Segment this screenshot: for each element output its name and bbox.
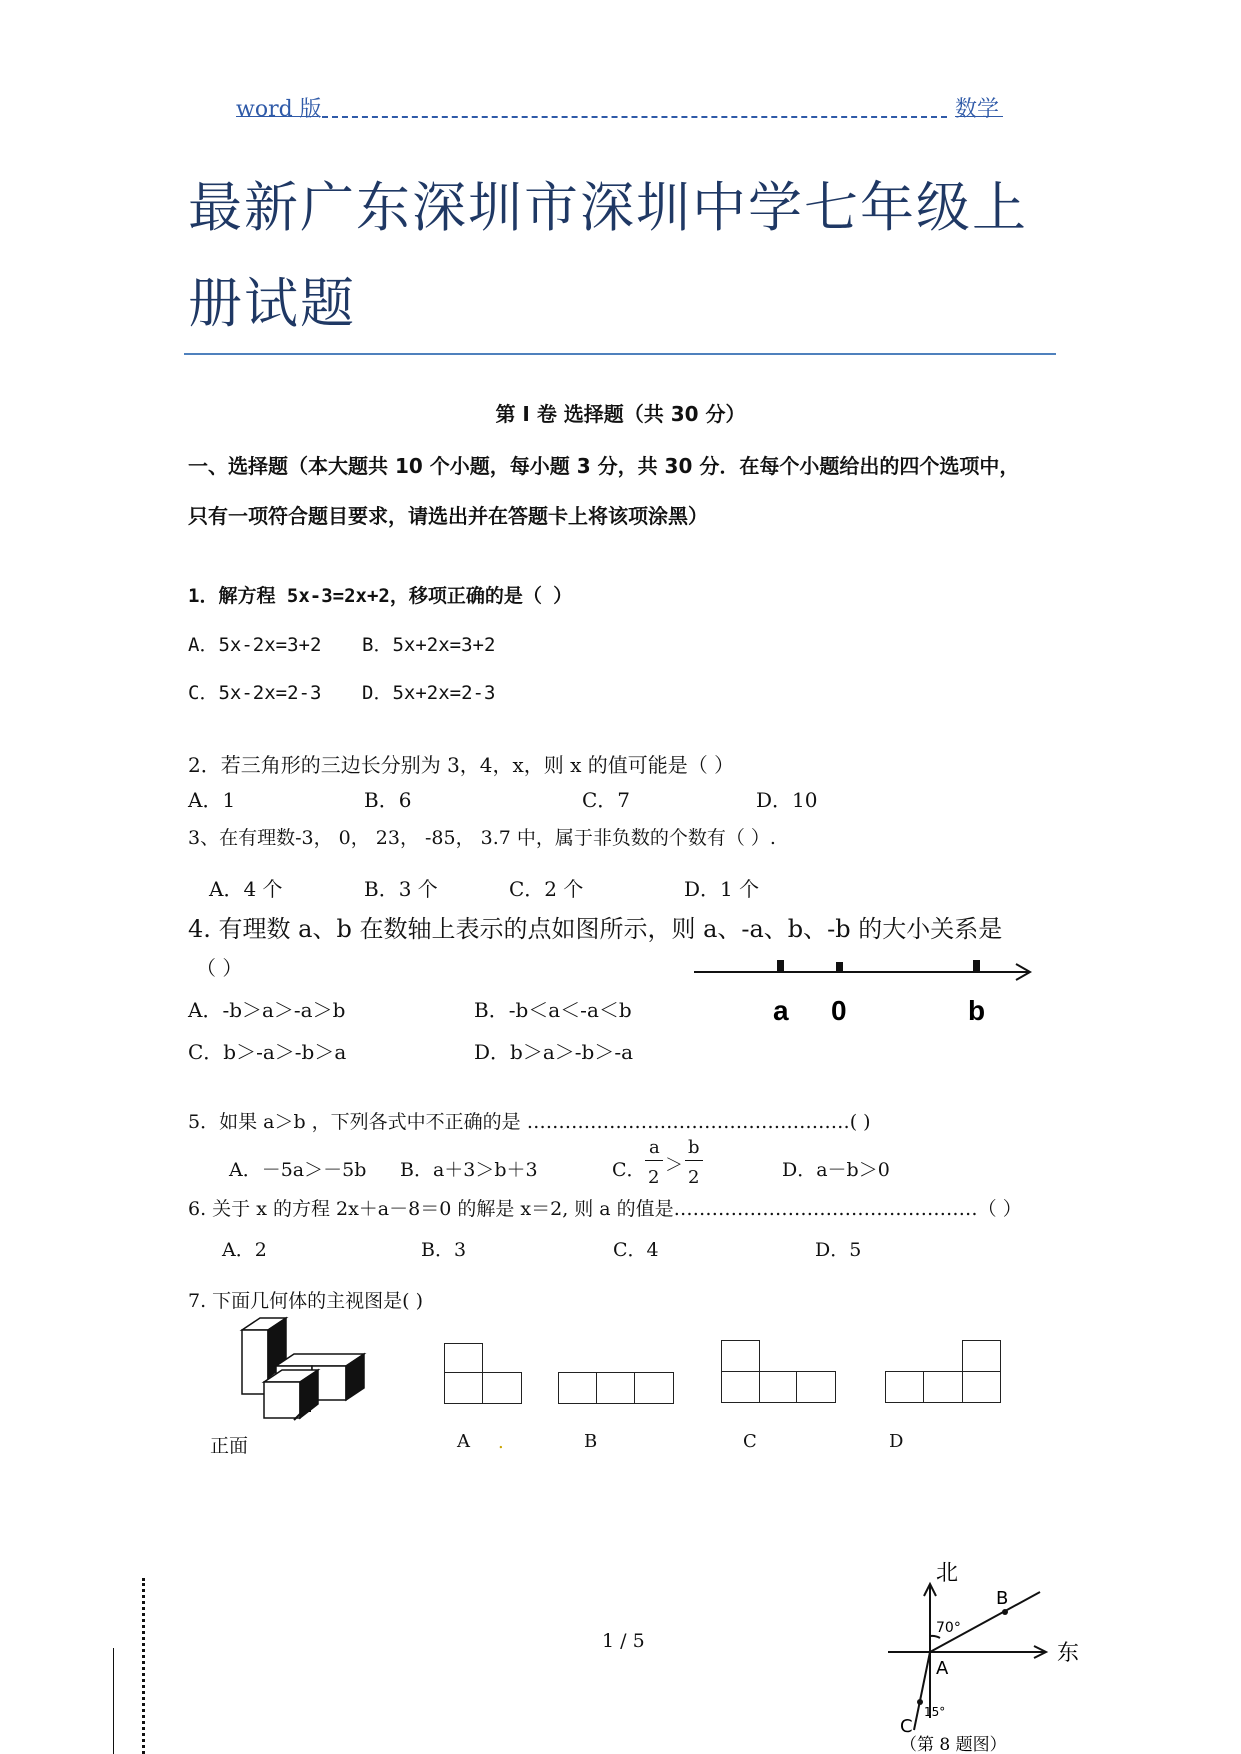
q2-option-d: D．10 [756,788,818,812]
label-a: a [773,995,789,1026]
view-c-3 [796,1371,836,1403]
frac-num-b: b [688,1137,700,1158]
q5-fraction [645,1137,725,1197]
view-b-2 [596,1372,635,1404]
q2-option-a: A．1 [188,788,236,812]
q7-stem: 7. 下面几何体的主视图是( ) [188,1290,424,1312]
q3-option-d: D．1 个 [684,877,760,901]
q4-option-a: A．-b＞a＞-a＞b [188,998,346,1022]
q6-stem: 6. 关于 x 的方程 2x＋a－8＝0 的解是 x＝2, 则 a 的值是…………………………………………（ ） [188,1198,1022,1220]
label-a: A [936,1658,949,1679]
view-b-3 [634,1372,674,1404]
label-zero: 0 [831,995,847,1026]
label-east: 东 [1057,1641,1080,1666]
label-c: C [900,1716,913,1737]
label-angle-c: 15° [924,1705,946,1719]
q3-option-b: B．3 个 [364,877,438,901]
frac-op: ＞ [665,1155,683,1176]
q1-stem: 1．解方程 5x-3=2x+2，移项正确的是（ ） [188,585,573,607]
q1-option-b: B．5x+2x=3+2 [362,634,496,656]
q7-label-c: C [743,1431,757,1452]
tick-a [777,960,784,972]
q6-option-d: D．5 [815,1239,862,1261]
q4-option-b: B．-b＜a＜-a＜b [474,998,632,1022]
view-c-top [721,1340,760,1372]
view-c-2 [759,1371,797,1403]
header-underline-right [955,116,1003,117]
frac-bar-b [685,1160,703,1161]
q4-paren: （ ） [196,956,243,980]
view-d-2 [923,1371,963,1403]
q6-option-c: C．4 [613,1239,659,1261]
q7-solid-figure [234,1316,376,1422]
binding-dotted-line [142,1578,145,1754]
q7-label-a: A [457,1431,470,1452]
q3-option-c: C．2 个 [509,877,584,901]
q2-option-b: B．6 [364,788,412,812]
q6-option-a: A．2 [222,1239,267,1261]
label-angle-b: 70° [936,1620,961,1636]
binding-solid-line [113,1648,114,1754]
title-line-1: 最新广东深圳市深圳中学七年级上 [188,176,1028,239]
view-d-3 [962,1371,1001,1403]
view-a-bottom-1 [444,1372,483,1404]
frac-num-a: a [649,1137,660,1158]
q5-option-c: C． [612,1159,646,1181]
q2-stem: 2．若三角形的三边长分别为 3，4，x，则 x 的值可能是（ ） [188,753,735,777]
q1-option-c: C．5x-2x=2-3 [188,682,322,704]
frac-bar-a [645,1160,663,1161]
document-title [188,160,1068,352]
view-c-1 [721,1371,760,1403]
q6-option-b: B．3 [421,1239,467,1261]
q5-option-d: D．a－b＞0 [782,1159,890,1181]
frac-den-b: 2 [688,1167,700,1188]
instructions-line-2: 只有一项符合题目要求，请选出并在答题卡上将该项涂黑） [188,504,708,528]
number-line-figure [690,950,1040,1040]
q1-option-d: D．5x+2x=2-3 [362,682,496,704]
label-b: b [968,995,986,1026]
view-d-1 [885,1371,924,1403]
header-left-text: word 版 [236,97,322,122]
q1-option-a: A．5x-2x=3+2 [188,634,322,656]
view-d-top [962,1340,1001,1372]
q7-label-dot: . [498,1432,504,1453]
section-heading: 第 I 卷 选择题（共 30 分） [495,402,746,426]
view-a-top [444,1343,483,1373]
solid-front-block [264,1382,300,1418]
mask [690,1020,890,1024]
header-underline-left [236,116,318,117]
tick-b [973,960,980,972]
q5-stem: 5．如果 a＞b ，下列各式中不正确的是 ……………………………………………( ) [188,1111,871,1133]
label-b: B [996,1588,1009,1609]
q7-label-d: D [889,1431,904,1452]
point-c-dot [917,1699,923,1705]
title-rule [184,353,1056,355]
header-right-text: 数学 [955,97,1000,122]
title-line-2: 册试题 [188,272,356,335]
q7-label-b: B [584,1431,598,1452]
header-dashed-line [322,116,947,118]
q3-stem: 3、在有理数-3， 0， 23， -85， 3.7 中，属于非负数的个数有（ ）. [188,827,776,849]
q5-option-a: A．－5a＞－5b [229,1159,367,1181]
label-north: 北 [936,1561,959,1586]
q4-option-c: C．b＞-a＞-b＞a [188,1040,347,1064]
q5-option-b: B．a＋3＞b＋3 [400,1159,538,1181]
q3-option-a: A．4 个 [209,877,283,901]
page-number: 1 / 5 [602,1630,645,1652]
figure-caption: （第 8 题图） [900,1735,1007,1754]
instructions-line-1: 一、选择题（本大题共 10 个小题，每小题 3 分，共 30 分．在每个小题给出的四个选项中， [188,454,1020,478]
q2-option-c: C．7 [582,788,631,812]
q4-stem: 4. 有理数 a、b 在数轴上表示的点如图所示，则 a、-a、b、-b 的大小关系是 [188,915,1003,943]
angle-b-arc [930,1636,940,1638]
view-b-1 [558,1372,597,1404]
q7-label-front: 正面 [210,1435,249,1457]
q8-compass-figure [880,1556,1090,1754]
point-b-dot [1002,1609,1008,1615]
view-a-bottom-2 [482,1372,522,1404]
tick-zero [836,962,843,972]
q4-option-d: D．b＞a＞-b＞-a [474,1040,634,1064]
frac-den-a: 2 [648,1167,660,1188]
